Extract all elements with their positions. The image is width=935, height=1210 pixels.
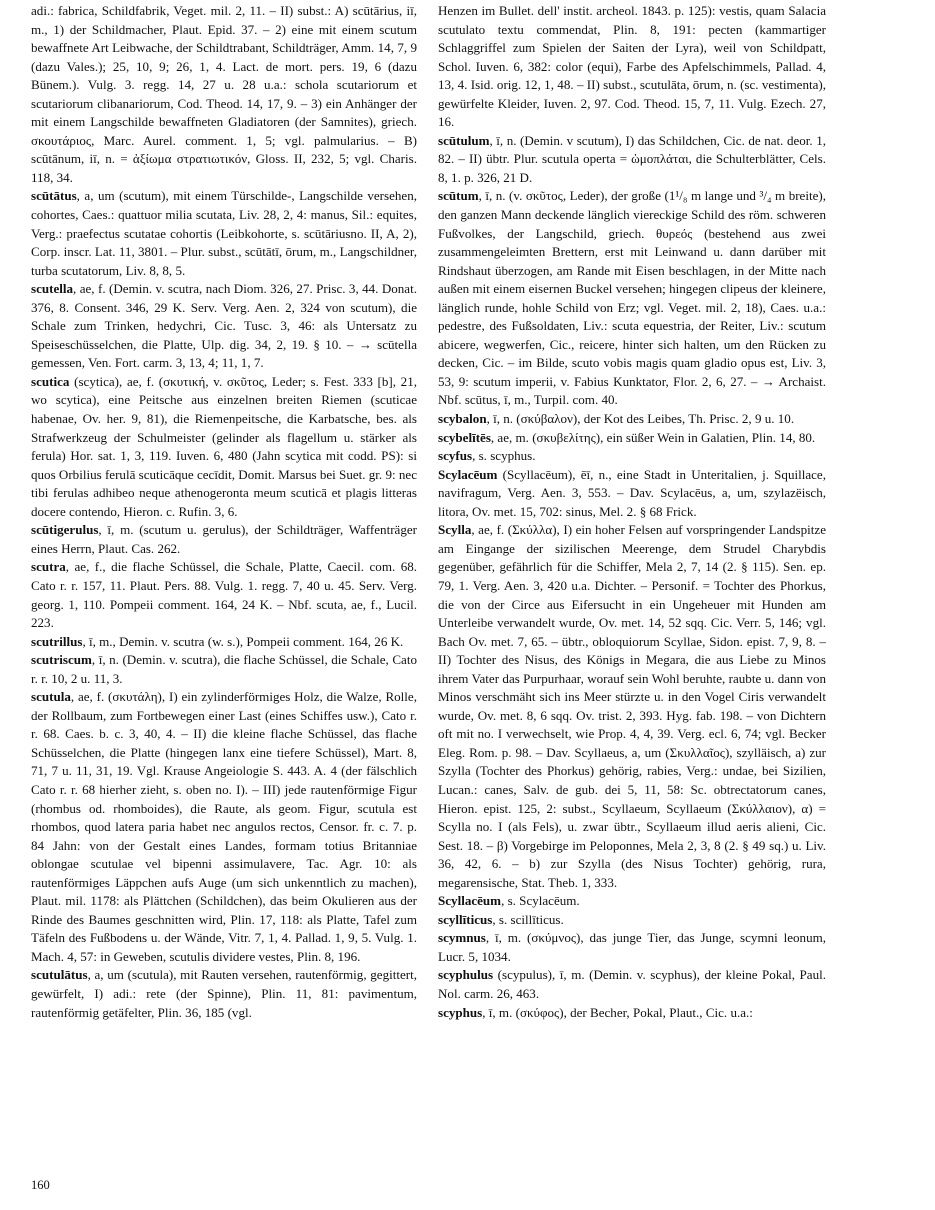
entry-headword: scūtum	[438, 188, 479, 204]
left-column	[31, 2, 417, 1174]
dictionary-entry	[438, 911, 826, 930]
entry-text: , s. Scylacēum.	[501, 893, 580, 909]
entry-text: , ae, m. (σκυβελίτης), ein süßer Wein in Galatien, Plin. 14, 80.	[490, 429, 816, 445]
entry-headword: scūtātus	[31, 188, 77, 204]
dictionary-entry	[438, 466, 826, 522]
entry-text: , ī, n. (σκύβαλον), der Kot des Leibes, Th. Prisc. 2, 9 u. 10.	[486, 411, 795, 427]
entry-text: , ī, m. (σκύμνος), das junge Tier, das Junge, scymni leonum, Lucr. 5, 1034.	[438, 930, 826, 964]
entry-text: (Scyllacēum), ēī, n., eine Stadt in Unteritalien, j. Squillace, navifragum, Verg. Aen. 3, 553. – Dav. Scylacēus, a, um, szylazëisch, litora, Ov. met. 15, 702: sinus, Mel. 2. § 68 Frick.	[438, 466, 826, 519]
entry-text: , ī, m. (scutum u. gerulus), der Schildträger, Waffenträger eines Herrn, Plaut. Cas. 262.	[31, 522, 417, 556]
entry-headword: scutica	[31, 373, 70, 389]
entry-headword: scyllīticus	[438, 911, 493, 927]
entry-headword: scūtigerulus	[31, 522, 99, 538]
entry-text: , ī, n. (Demin. v. scutra), die flache Schüssel, die Schale, Cato r. r. 10, 2 u. 11, 3.	[31, 652, 417, 686]
entry-headword: scutrillus	[31, 633, 83, 649]
dictionary-entry	[438, 187, 826, 410]
entry-headword: scutella	[31, 281, 74, 297]
dictionary-entry	[438, 892, 826, 911]
dictionary-entry	[31, 2, 417, 187]
entry-headword: Scylla	[438, 522, 472, 538]
dictionary-entry	[31, 373, 417, 521]
dictionary-entry	[438, 429, 826, 448]
entry-text: , ī, m., Demin. v. scutra (w. s.), Pompeii comment. 164, 26 K.	[82, 633, 404, 649]
entry-text: , a, um (scutula), mit Rauten versehen, rautenförmig, gegittert, gewürfelt, I) adi.: rete (der Spinne), Plin. 11, 81: pavimentum, rautenförmig getäfelter, Plin. 36, 185 (vgl.	[31, 967, 417, 1020]
entry-headword: scyphulus	[438, 967, 494, 983]
dictionary-entry	[438, 2, 826, 132]
entry-headword: scymnus	[438, 930, 486, 946]
entry-text: Henzen im Bullet. dell' instit. archeol. 1843. p. 125): vestis, quam Salacia scutulato textu commendat, Plin. 8, 191: pecten (kammartiger Schlaggriffel zum Spielen der Saiten der Lyra), weil von Schildpatt, Schol. Iuven. 6, 382: color (equi), Farbe des Apfelschimmels, Pallad. 4, 13, 4. Isid. orig. 12, 1, 48. – II) subst., scutulāta, ōrum, n. (sc. vestimenta), gewürfelte Kleider, Iuven. 2, 97. Cod. Theod. 15, 7, 11. Vulg. Ezech. 27, 16.	[438, 3, 826, 130]
entry-headword: Scyllacēum	[438, 893, 502, 909]
dictionary-entry	[31, 966, 417, 1022]
entry-text: , ī, n. (v. σκῦτος, Leder), der große (1¹/₈ m lange und ³/₄ m breite), den ganzen Mann deckende länglich viereckige Schild des röm. schweren Fußvolkes, der Langschild, griech. θυρεός (bestehend aus zwei zusammengeleimten Brettern, erst mit Leinwand u. dann darüber mit Rindshaut überzogen, am Rande mit Eisen beschlagen, in der Mitte nach außen mit einem eisernen Buckel versehen; hingegen clipeus der kleinere, länglich runde, hohle Schild von Erz; vgl. Veget. mil. 2, 18), Caes. u.a.: pedestre, des Fußsoldaten, Liv.: scuta equestria, der Reiter, Liv.: scutum abicere, wegwerfen, Cic., reicere, hinter sich halten, um den Rücken zu decken, Cic. – im Bilde, scuto vobis magis quam gladio opus est, Liv. 3, 53, 9: scutum imperii, v. Fabius Kunktator, Flor. 2, 6, 27. – → Archaist. Nbf. scūtus, ī, m., Turpil. com. 40.	[438, 188, 826, 408]
entry-headword: scutra	[31, 559, 66, 575]
dictionary-entry	[438, 132, 826, 188]
dictionary-entry	[31, 521, 417, 558]
entry-headword: Scylacēum	[438, 466, 498, 482]
dictionary-entry	[31, 633, 417, 652]
dictionary-entry	[31, 651, 417, 688]
entry-text: , ae, f. (σκυτάλη), I) ein zylinderförmiges Holz, die Walze, Rolle, der Rollbaum, zum Fortbewegen einer Last (eines Schiffes usw.), Cato r. r. 68. Caes. b. c. 3, 40, 4. – II) die kleine flache Schüssel, das flache Schüsselchen, die Platte (hingegen lanx eine tiefere Schüssel), Mart. 8, 71, 7 u. 11, 31, 19. Vgl. Krause Angeiologie S. 443. A. 4 (der fälschlich Cato r. r. 68 hierher zieht, s. oben no. I). – III) jede rautenförmige Figur (rhombus od. rhomboides), die Raute, als geom. Figur, scutula est rhombos, quod latera paria habet nec angulos rectos, Censor. fr. c. 7. p. 84 Jahn: von der Gestalt eines Landes, formam totius Britanniae oblongae scutulae vel bipenni assimulavere, Tac. Agr. 10: als rautenförmiges Läppchen aufs Auge (um sich unkenntlich zu machen), Plaut. mil. 1178: als Plättchen (Schildchen), das beim Okulieren aus der Rinde des Baumes geschnitten wird, Plin. 17, 118: als Platte, Tafel zum Täfeln des Fußbodens u. der Wände, Vitr. 7, 1, 4. Pallad. 1, 9, 5. Vulg. 1. Mach. 4, 57: in Geweben, scutulis dividere vestes, Plin. 8, 196.	[31, 689, 417, 964]
entry-headword: scutulātus	[31, 967, 88, 983]
dictionary-entry	[438, 521, 826, 892]
right-column	[438, 2, 826, 1174]
entry-headword: scutriscum	[31, 652, 92, 668]
dictionary-entry	[438, 410, 826, 429]
dictionary-entry	[31, 558, 417, 632]
entry-text: (scytica), ae, f. (σκυτική, v. σκῦτος, Leder; s. Fest. 333 [b], 21, wo scytica), eine Peitsche aus einzelnen breiten Riemen (scuticae habenae, Ov. her. 9, 81), die Riemenpeitsche, die Karbatsche, bes. als Strafwerkzeug der Schulmeister (gelinder als flagellum u. stärker als ferula) Hor. sat. 1, 3, 119. Iuven. 6, 480 (Jahn scytica mit codd. PS): si quos Orbilius ferulā scuticāque cecīdit, Domit. Marsus bei Suet. gr. 9: nec tibi ferulas adhibeo neque athenogeronta meum scuticā et plagis litteras docere contendo, Hieron. c. Rufin. 3, 6.	[31, 373, 417, 519]
dictionary-entry	[438, 966, 826, 1003]
dictionary-entry	[31, 688, 417, 966]
entry-text: , s. scyphus.	[472, 448, 536, 464]
entry-text: adi.: fabrica, Schildfabrik, Veget. mil. 2, 11. – II) subst.: A) scūtārius, iī, m., 1) der Schildmacher, Plaut. Epid. 37. – 2) eine mit einem scutum bewaffnete Art Leibwache, der Schildtrabant, Schildträger, Amm. 14, 7, 9 (dazu Vales.); 25, 10, 9; 26, 1, 4. Lact. de mort. pers. 19, 6 (dazu Bünem.). Vulg. 3. regg. 14, 27 u. 28 u.a.: schola scutariorum et scutariorum clibanariorum, Cod. Theod. 14, 17, 9. – 3) ein Anhänger der mit einem Langschilde bewaffneten Gladiatoren (der Samnites), griech. σκουτάριος, Marc. Aurel. comment. 1, 5; vgl. palmularius. – B) scūtānum, iī, n. = ἀξίωμα στρατιωτικόν, Gloss. II, 232, 5; vgl. Charis. 118, 34.	[31, 3, 417, 185]
dictionary-entry	[438, 447, 826, 466]
entry-text: , s. scillīticus.	[492, 911, 564, 927]
page-number: 160	[31, 1178, 50, 1192]
entry-headword: scybalon	[438, 411, 487, 427]
dictionary-entry	[438, 1004, 826, 1023]
entry-headword: scūtulum	[438, 132, 490, 148]
entry-text: , ae, f. (Demin. v. scutra, nach Diom. 326, 27. Prisc. 3, 44. Donat. 376, 8. Consent. 346, 29 K. Serv. Verg. Aen. 2, 324 von scutum), die Schale zum Trinken, hedychri, Cic. Tusc. 3, 46: als Untersatz zu Speiseschüsselchen, die Platte, Ulp. dig. 34, 2, 19. § 10. – → scūtella gemessen, Ven. Fort. carm. 3, 13, 4; 11, 1, 7.	[31, 281, 417, 371]
entry-headword: scyfus	[438, 448, 473, 464]
dictionary-entry	[31, 187, 417, 280]
entry-text: , ī, n. (Demin. v scutum), I) das Schildchen, Cic. de nat. deor. 1, 82. – II) übtr. Plur. scutula operta = ὠμοπλάται, die Schulterblätter, Cels. 8, 1. p. 326, 21 D.	[438, 132, 826, 185]
entry-text: , ae, f., die flache Schüssel, die Schale, Platte, Caecil. com. 68. Cato r. r. 157, 11. Plaut. Pers. 88. Vulg. 1. regg. 7, 40 u. 45. Serv. Verg. georg. 1, 110. Pompeii comment. 164, 24 K. – Nbf. scuta, ae, f., Lucil. 223.	[31, 559, 417, 631]
entry-text: , ae, f. (Σκύλλα), I) ein hoher Felsen auf vorspringender Landspitze am Eingange der sizilischen Meerenge, dem Strudel Charybdis gegenüber, gefährlich für die Schiffer, Mela 2, 7, 14 (2. § 115). Sen. ep. 79, 1. Verg. Aen. 3, 420 u.a. Dichter. – Personif. = Tochter des Phorkus, die von der Circe aus Eifersucht in ein Ungeheuer mit Hunden am Unterleibe verwandelt wurde, Ov. met. 14, 52 sqq. Cic. Verr. 5, 146; vgl. Bach Ov. met. 7, 65. – übtr., obloquiorum Scyllae, Sidon. epist. 7, 9, 8. – II) Tochter des Nisus, des Königs in Megara, die aus Liebe zu Minos ihrem Vater das Purpurhaar, worauf sein Wohl beruhte, raubte u. dann von Minos verschmäht sich ins Meer stürzte u. in den Vogel Ciris verwandelt wurde, Ov. met. 8, 6 sqq. Ov. trist. 2, 393. Hyg. fab. 198. – von Dichtern oft mit no. I verwechselt, wie Prop. 4, 4, 39. Verg. ecl. 6, 74; vgl. Becker Eleg. Rom. p. 98. – Dav. Scyllaeus, a, um (Σκυλλαῖος), szylläisch, a) zur Szylla (Tochter des Phorkus) gehörig, rabies, Verg.: undae, bei Sizilien, Lucan.: canes, Salv. de gub. dei 5, 11, 58: Sc. obtrectatorum canes, Hieron. epist. 125, 2: subst., Scyllaeum, Scyllaeum (Σκύλλαιον), α) = Scylla no. I (als Fels), u. zwar übtr., Scyllaeum illud aeris alieni, Cic. Sest. 18. – β) Vorgebirge im Peloponnes, Mela 2, 3, 8 (2. § 49 sq.) u. Liv. 36, 42, 6. – b) zur Szylla (des Nisus Tochter) gehörig, rura, megarensische, Stat. Theb. 1, 333.	[438, 522, 826, 890]
dictionary-entry	[31, 280, 417, 373]
entry-text: , a, um (scutum), mit einem Türschilde-, Langschilde versehen, cohortes, Caes.: quattuor milia scutata, Liv. 28, 2, 4: manus, Sil.: equites, Verg.: praefectus scutatae cohortis (Leibkohorte, s. scūtāriusno. II, A, 2), Corp. inscr. Lat. 11, 3801. – Plur. subst., scūtātī, ōrum, m., Langschildner, turba scutatorum, Liv. 8, 8, 5.	[31, 188, 417, 278]
entry-headword: scybelītēs	[438, 429, 491, 445]
entry-text: , ī, m. (σκύφος), der Becher, Pokal, Plaut., Cic. u.a.:	[482, 1004, 753, 1020]
entry-headword: scyphus	[438, 1004, 483, 1020]
entry-text: (scypulus), ī, m. (Demin. v. scyphus), der kleine Pokal, Paul. Nol. carm. 26, 463.	[438, 967, 826, 1001]
dictionary-entry	[438, 929, 826, 966]
entry-headword: scutula	[31, 689, 71, 705]
